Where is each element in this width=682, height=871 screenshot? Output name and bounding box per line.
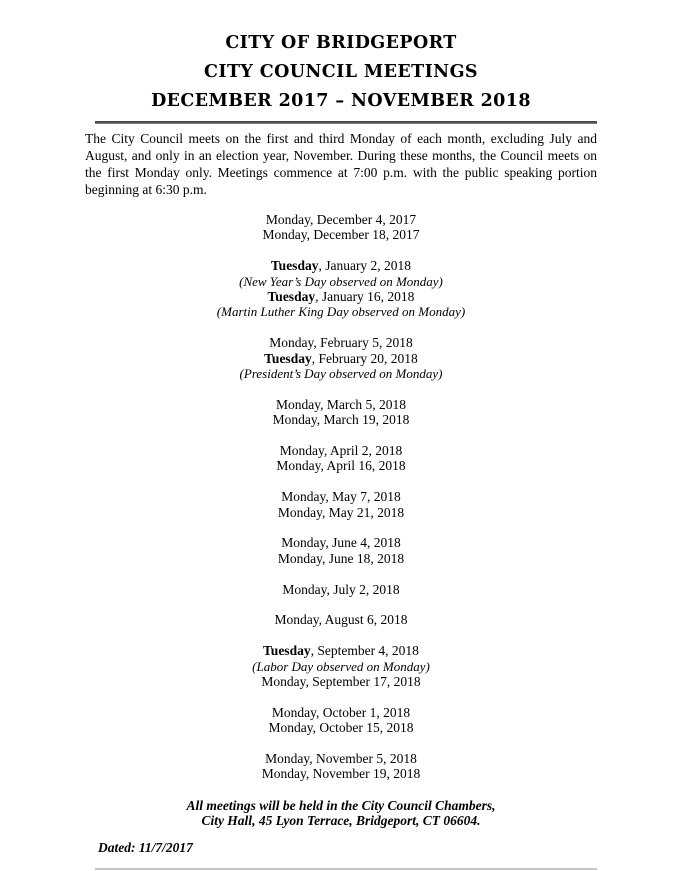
schedule-date-line: Monday, May 7, 2018 [281, 489, 401, 505]
schedule-group [85, 443, 597, 474]
schedule-group [85, 335, 597, 381]
schedule-group [85, 612, 597, 627]
schedule-date-line [85, 351, 597, 366]
schedule-group [85, 212, 597, 243]
schedule-date-line [85, 258, 597, 273]
intro-paragraph: The City Council meets on the first and third Monday of each month, excluding July and August, and only in an election year, November. During these months, the Council meets on the first Monday only. Meetings commence at 7:00 p.m. with the public speaking portion beginning at 6:30 p.m. [85, 131, 597, 197]
date-text: , January 16, 2018 [315, 289, 415, 305]
schedule-date-line: Monday, October 1, 2018 [271, 704, 411, 720]
schedule-date-line: Monday, November 5, 2018 [265, 751, 417, 767]
title-line-meetings: CITY COUNCIL MEETINGS [204, 62, 478, 82]
schedule-date-line: Monday, February 5, 2018 [269, 335, 413, 351]
schedule-date-line: Monday, October 15, 2018 [268, 720, 414, 736]
schedule-group [85, 489, 597, 520]
schedule-date-line: Monday, December 4, 2017 [265, 212, 417, 227]
schedule-date-line: Monday, November 19, 2018 [261, 766, 421, 782]
weekday-bold: Tuesday [263, 643, 311, 659]
title-line-city: CITY OF BRIDGEPORT [225, 33, 457, 53]
schedule-date-line: Monday, September 17, 2018 [261, 674, 421, 690]
meeting-schedule [85, 212, 597, 782]
schedule-date-line [85, 289, 597, 304]
schedule-date-line: Monday, April 16, 2018 [276, 458, 406, 474]
schedule-date-line: Monday, December 18, 2017 [262, 227, 420, 243]
footer-line-chambers: All meetings will be held in the City Council Chambers, [186, 797, 496, 813]
schedule-note-line: (New Year’s Day observed on Monday) [239, 273, 443, 289]
schedule-date-line [85, 643, 597, 658]
date-text: , September 4, 2018 [310, 643, 419, 659]
schedule-group [85, 705, 597, 736]
schedule-date-line: Monday, July 2, 2018 [282, 581, 400, 597]
schedule-group [85, 582, 597, 597]
schedule-group [85, 751, 597, 782]
schedule-date-line: Monday, May 21, 2018 [277, 504, 405, 520]
document-title [85, 34, 597, 111]
schedule-date-line: Monday, April 2, 2018 [279, 443, 403, 459]
schedule-date-line: Monday, March 19, 2018 [272, 412, 410, 428]
schedule-note-line: (Martin Luther King Day observed on Monday) [216, 304, 466, 320]
weekday-bold: Tuesday [264, 350, 312, 366]
schedule-note-line: (President’s Day observed on Monday) [239, 366, 443, 382]
dated-line: Dated: 11/7/2017 [98, 839, 193, 855]
schedule-date-line: Monday, March 5, 2018 [276, 396, 406, 412]
schedule-note-line: (Labor Day observed on Monday) [252, 658, 430, 674]
date-text: , February 20, 2018 [311, 350, 418, 366]
title-line-daterange: DECEMBER 2017 – NOVEMBER 2018 [151, 91, 531, 111]
horizontal-rule [95, 121, 597, 124]
schedule-date-line: Monday, August 6, 2018 [274, 612, 408, 628]
footer-note [85, 798, 597, 829]
weekday-bold: Tuesday [267, 289, 316, 305]
schedule-date-line: Monday, June 4, 2018 [281, 535, 401, 551]
date-text: , January 2, 2018 [318, 258, 412, 274]
bottom-rule [95, 868, 597, 870]
weekday-bold: Tuesday [270, 258, 319, 274]
schedule-group [85, 643, 597, 689]
schedule-group [85, 535, 597, 566]
schedule-group [85, 397, 597, 428]
schedule-date-line: Monday, June 18, 2018 [277, 550, 405, 566]
footer-line-address: City Hall, 45 Lyon Terrace, Bridgeport, CT 06604. [201, 813, 481, 829]
schedule-group [85, 258, 597, 320]
